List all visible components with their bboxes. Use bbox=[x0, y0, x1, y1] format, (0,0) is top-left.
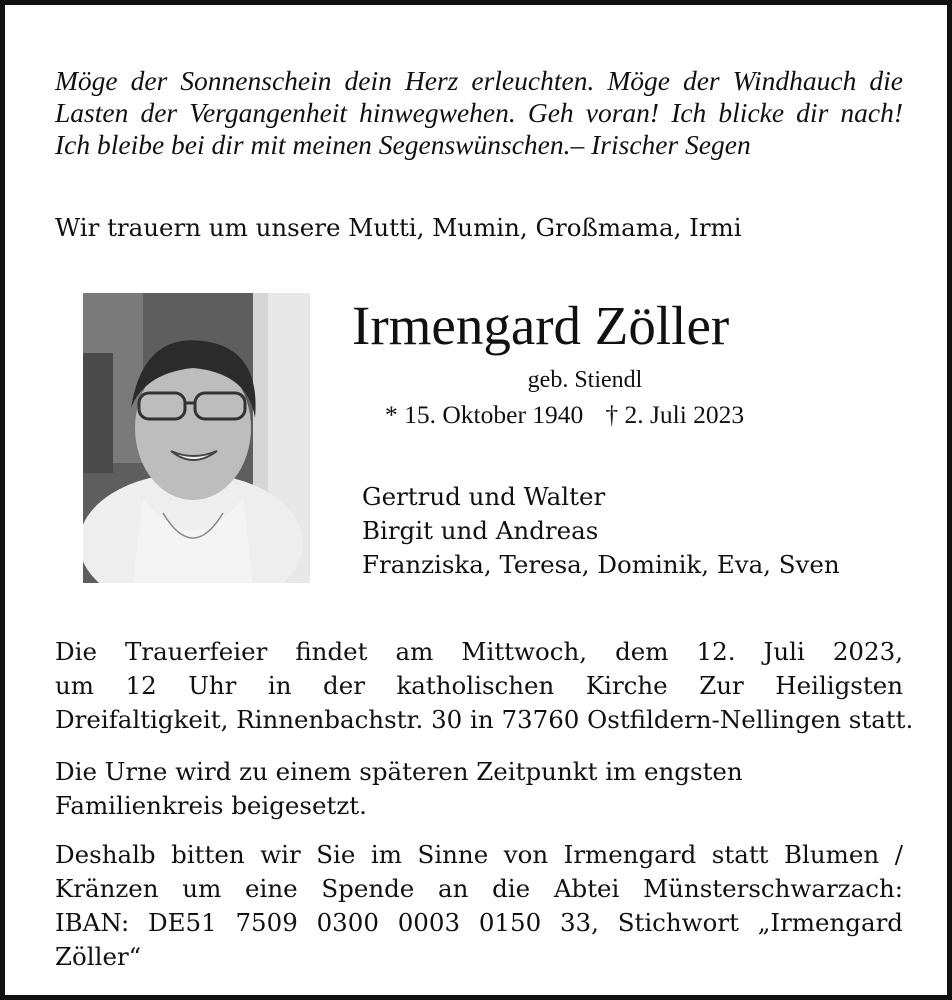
birth-date: * 15. Oktober 1940 bbox=[385, 400, 584, 429]
family-line: Franziska, Teresa, Dominik, Eva, Sven bbox=[362, 550, 840, 579]
irish-blessing-quote bbox=[55, 65, 903, 161]
quote-line: Ich bleibe bei dir mit meinen Segenswünschen.– Irischer Segen bbox=[55, 129, 751, 160]
donation-paragraph bbox=[55, 838, 903, 974]
family-list bbox=[362, 480, 840, 582]
urn-line: Familienkreis beigesetzt. bbox=[55, 791, 367, 820]
family-line: Birgit und Andreas bbox=[362, 516, 599, 545]
donation-line: Deshalb bitten wir Sie im Sinne von Irmengard statt Blumen / bbox=[55, 840, 903, 869]
ceremony-line: Dreifaltigkeit, Rinnenbachstr. 30 in 73760 Ostfildern-Nellingen statt. bbox=[55, 705, 914, 734]
death-date: † 2. Juli 2023 bbox=[605, 400, 745, 429]
life-dates bbox=[385, 399, 744, 431]
family-line: Gertrud und Walter bbox=[362, 482, 606, 511]
ceremony-paragraph bbox=[55, 635, 914, 737]
donation-line: IBAN: DE51 7509 0300 0003 0150 33, Stichwort „Irmengard Zöller“ bbox=[55, 908, 903, 971]
deceased-name: Irmengard Zöller bbox=[352, 295, 730, 356]
ceremony-line: Die Trauerfeier findet am Mittwoch, dem 12. Juli 2023, bbox=[55, 637, 903, 666]
donation-line: Kränzen um eine Spende an die Abtei Münsterschwarzach: bbox=[55, 874, 903, 903]
portrait-photo bbox=[83, 293, 310, 583]
urn-paragraph bbox=[55, 755, 903, 823]
maiden-name: geb. Stiendl bbox=[527, 367, 643, 393]
quote-line: Möge der Sonnenschein dein Herz erleuchten. Möge der Windhauch die bbox=[55, 65, 903, 96]
ceremony-line: um 12 Uhr in der katholischen Kirche Zur Heiligsten bbox=[55, 671, 903, 700]
urn-line: Die Urne wird zu einem späteren Zeitpunkt im engsten bbox=[55, 757, 743, 786]
quote-line: Lasten der Vergangenheit hinwegwehen. Geh voran! Ich blicke dir nach! bbox=[55, 97, 903, 128]
mourning-line: Wir trauern um unsere Mutti, Mumin, Großmama, Irmi bbox=[55, 213, 742, 242]
